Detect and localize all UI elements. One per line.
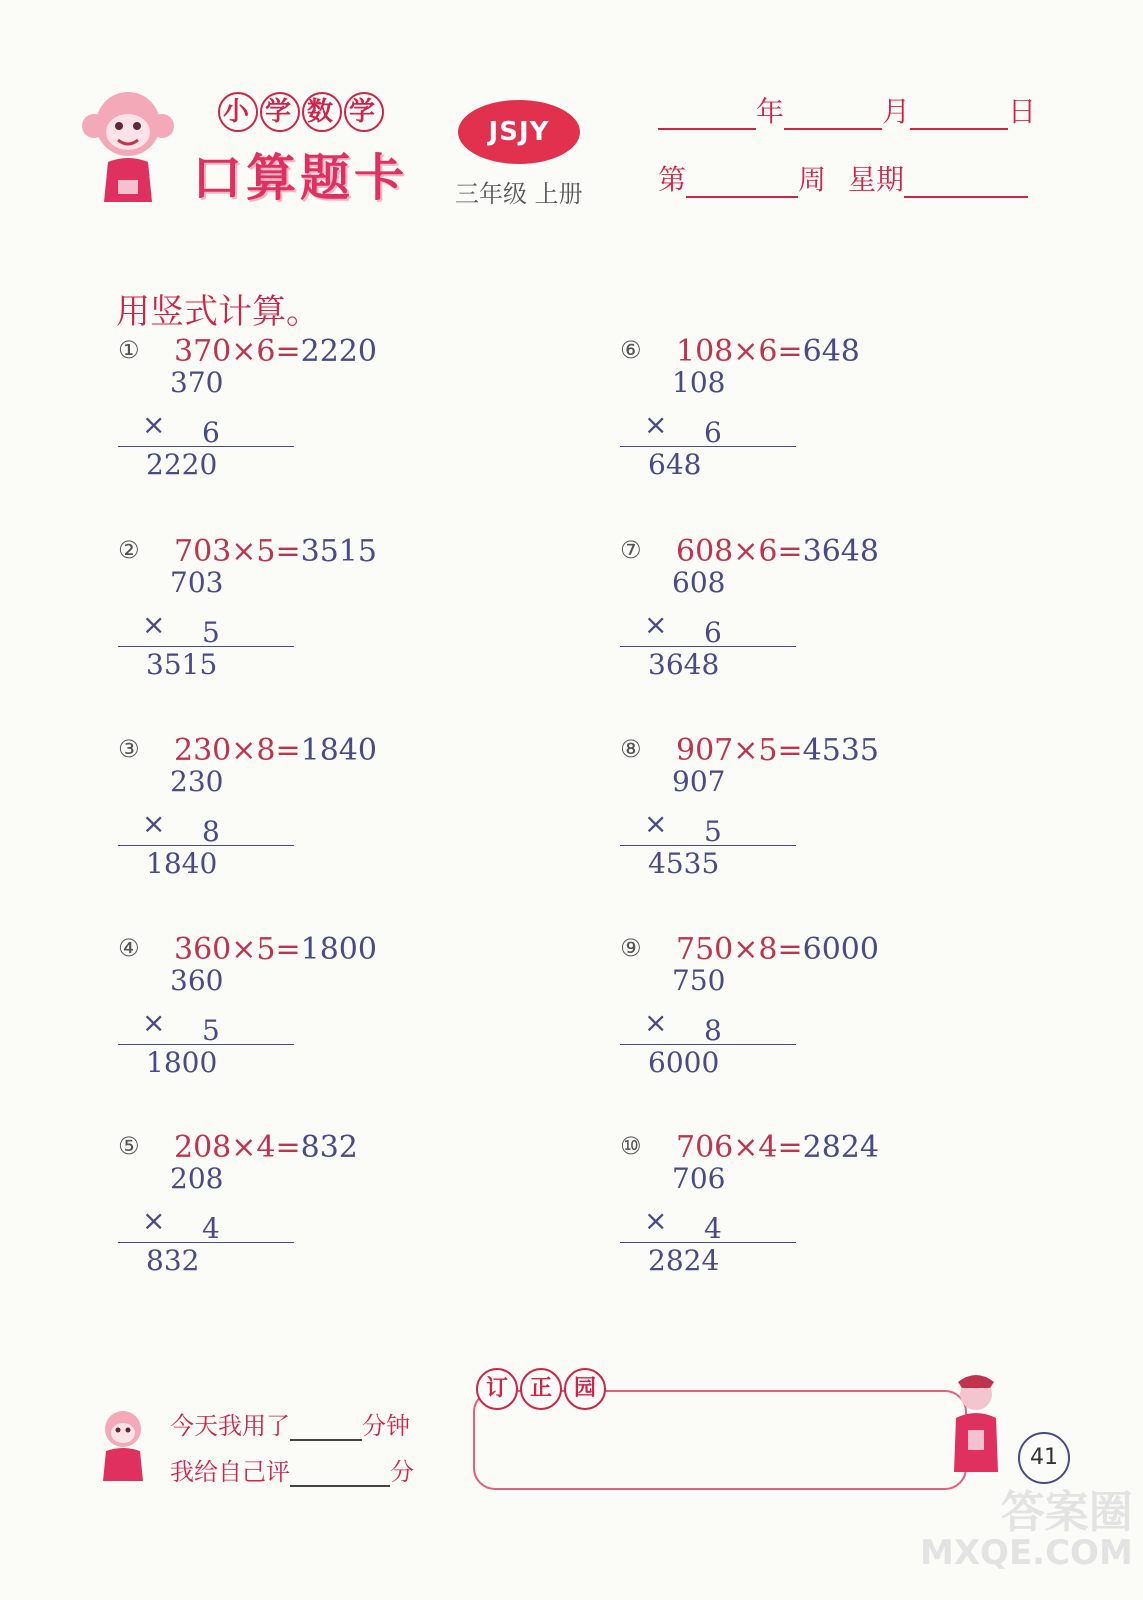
vertical-result: 832 — [146, 1244, 200, 1277]
brand-title-main: 口算题卡 — [192, 149, 408, 207]
vertical-multiplicand: 750 — [672, 964, 726, 997]
problem-item — [620, 733, 960, 903]
problem-answer: 4535 — [802, 733, 879, 768]
vertical-divider-line — [118, 646, 294, 647]
vertical-result: 2220 — [146, 448, 218, 481]
problem-number: ⑨ — [620, 934, 642, 962]
problem-answer: 3648 — [802, 534, 879, 569]
problem-expression — [676, 932, 879, 967]
vertical-result: 3515 — [146, 648, 218, 681]
vertical-multiplier: 6 — [704, 416, 722, 449]
score-blank[interactable] — [290, 1457, 390, 1487]
problem-answer: 2824 — [802, 1130, 879, 1165]
problem-expression — [174, 932, 377, 967]
problem-item — [118, 534, 458, 704]
month-blank[interactable] — [784, 100, 882, 130]
problem-item — [620, 932, 960, 1102]
problem-answer: 1800 — [300, 932, 377, 967]
vertical-divider-line — [620, 845, 796, 846]
vertical-multiplicand: 208 — [170, 1162, 224, 1195]
problem-number: ⑤ — [118, 1132, 140, 1160]
problem-question: 750×8= — [676, 932, 803, 967]
problem-answer: 2220 — [300, 334, 377, 369]
instruction-text: 用竖式计算。 — [116, 292, 320, 332]
scholar-figure-icon — [940, 1368, 1010, 1478]
vertical-divider-line — [620, 1044, 796, 1045]
weekday-label: 星期 — [848, 163, 905, 196]
vertical-multiplier: 4 — [704, 1212, 722, 1245]
times-sign: × — [142, 1006, 166, 1039]
problem-number: ⑩ — [620, 1132, 642, 1160]
problem-expression — [676, 1130, 879, 1165]
problem-question: 703×5= — [174, 534, 301, 569]
page-number: 41 — [1018, 1432, 1070, 1484]
vertical-multiplicand: 907 — [672, 765, 726, 798]
problem-question: 907×5= — [676, 733, 803, 768]
problem-question: 230×8= — [174, 733, 301, 768]
times-sign: × — [142, 807, 166, 840]
problem-item — [118, 334, 458, 504]
month-label: 月 — [882, 95, 911, 128]
year-label: 年 — [756, 95, 785, 128]
vertical-result: 1800 — [146, 1046, 218, 1079]
grade-label: 三年级 上册 — [455, 180, 583, 208]
problem-expression — [676, 733, 879, 768]
problem-question: 706×4= — [676, 1130, 803, 1165]
score-label: 分 — [390, 1458, 414, 1486]
vertical-multiplier: 5 — [202, 1014, 220, 1047]
problem-item — [620, 334, 960, 504]
problem-number: ⑥ — [620, 336, 642, 364]
problem-item — [118, 733, 458, 903]
vertical-result: 6000 — [648, 1046, 720, 1079]
problem-question: 360×5= — [174, 932, 301, 967]
times-sign: × — [644, 608, 668, 641]
vertical-divider-line — [620, 646, 796, 647]
vertical-multiplicand: 370 — [170, 366, 224, 399]
problem-number: ② — [118, 536, 140, 564]
week-blank[interactable] — [686, 168, 798, 198]
problem-answer: 3515 — [300, 534, 377, 569]
time-used-row — [170, 1406, 410, 1441]
problem-answer: 648 — [802, 334, 860, 369]
week-label: 周 — [798, 163, 827, 196]
vertical-divider-line — [118, 446, 294, 447]
problem-question: 108×6= — [676, 334, 803, 369]
times-sign: × — [644, 807, 668, 840]
vertical-multiplier: 8 — [202, 815, 220, 848]
week-prefix-label: 第 — [658, 163, 687, 196]
times-sign: × — [644, 1006, 668, 1039]
problem-item — [620, 534, 960, 704]
times-sign: × — [142, 608, 166, 641]
correction-title: 订 正 园 — [476, 1368, 608, 1410]
vertical-result: 648 — [648, 448, 702, 481]
vertical-multiplier: 5 — [202, 616, 220, 649]
vertical-result: 3648 — [648, 648, 720, 681]
vertical-result: 4535 — [648, 847, 720, 880]
monkey-small-icon — [88, 1405, 158, 1485]
times-sign: × — [142, 408, 166, 441]
times-sign: × — [644, 1204, 668, 1237]
vertical-divider-line — [118, 1044, 294, 1045]
time-used-label: 今天我用了 — [170, 1412, 290, 1440]
problem-item — [118, 1130, 458, 1300]
brand-title-top: 小 学 数 学 — [218, 92, 386, 132]
publisher-badge: JSJY — [458, 100, 580, 164]
problem-number: ① — [118, 336, 140, 364]
problem-expression — [676, 534, 879, 569]
vertical-result: 1840 — [146, 847, 218, 880]
problem-answer: 6000 — [802, 932, 879, 967]
times-sign: × — [644, 408, 668, 441]
vertical-multiplicand: 703 — [170, 566, 224, 599]
vertical-multiplier: 6 — [704, 616, 722, 649]
problem-number: ⑧ — [620, 735, 642, 763]
year-blank[interactable] — [658, 100, 756, 130]
problem-answer: 832 — [300, 1130, 358, 1165]
vertical-multiplier: 4 — [202, 1212, 220, 1245]
problem-question: 608×6= — [676, 534, 803, 569]
problem-expression — [174, 733, 377, 768]
problem-expression — [174, 334, 377, 369]
vertical-divider-line — [620, 1242, 796, 1243]
problem-item — [118, 932, 458, 1102]
self-score-label: 我给自己评 — [170, 1458, 290, 1486]
vertical-divider-line — [118, 845, 294, 846]
problem-number: ④ — [118, 934, 140, 962]
monkey-mascot-icon — [78, 84, 178, 214]
vertical-multiplier: 6 — [202, 416, 220, 449]
minutes-blank[interactable] — [290, 1411, 362, 1441]
vertical-multiplicand: 108 — [672, 366, 726, 399]
problem-expression — [174, 534, 377, 569]
weekday-blank[interactable] — [904, 168, 1028, 198]
problem-answer: 1840 — [300, 733, 377, 768]
minutes-label: 分钟 — [362, 1412, 410, 1440]
day-blank[interactable] — [910, 100, 1008, 130]
problem-number: ⑦ — [620, 536, 642, 564]
times-sign: × — [142, 1204, 166, 1237]
vertical-divider-line — [620, 446, 796, 447]
day-label: 日 — [1008, 95, 1037, 128]
vertical-multiplier: 5 — [704, 815, 722, 848]
problem-question: 208×4= — [174, 1130, 301, 1165]
date-fill-row — [658, 90, 1036, 130]
self-score-row — [170, 1452, 414, 1487]
vertical-multiplicand: 608 — [672, 566, 726, 599]
vertical-multiplier: 8 — [704, 1014, 722, 1047]
problem-question: 370×6= — [174, 334, 301, 369]
problem-item — [620, 1130, 960, 1300]
watermark: 答案圈 MXQE.COM — [920, 1487, 1133, 1574]
problem-expression — [676, 334, 860, 369]
problem-number: ③ — [118, 735, 140, 763]
vertical-multiplicand: 360 — [170, 964, 224, 997]
vertical-multiplicand: 230 — [170, 765, 224, 798]
vertical-multiplicand: 706 — [672, 1162, 726, 1195]
vertical-divider-line — [118, 1242, 294, 1243]
vertical-result: 2824 — [648, 1244, 720, 1277]
problem-expression — [174, 1130, 358, 1165]
week-fill-row — [658, 158, 1028, 198]
